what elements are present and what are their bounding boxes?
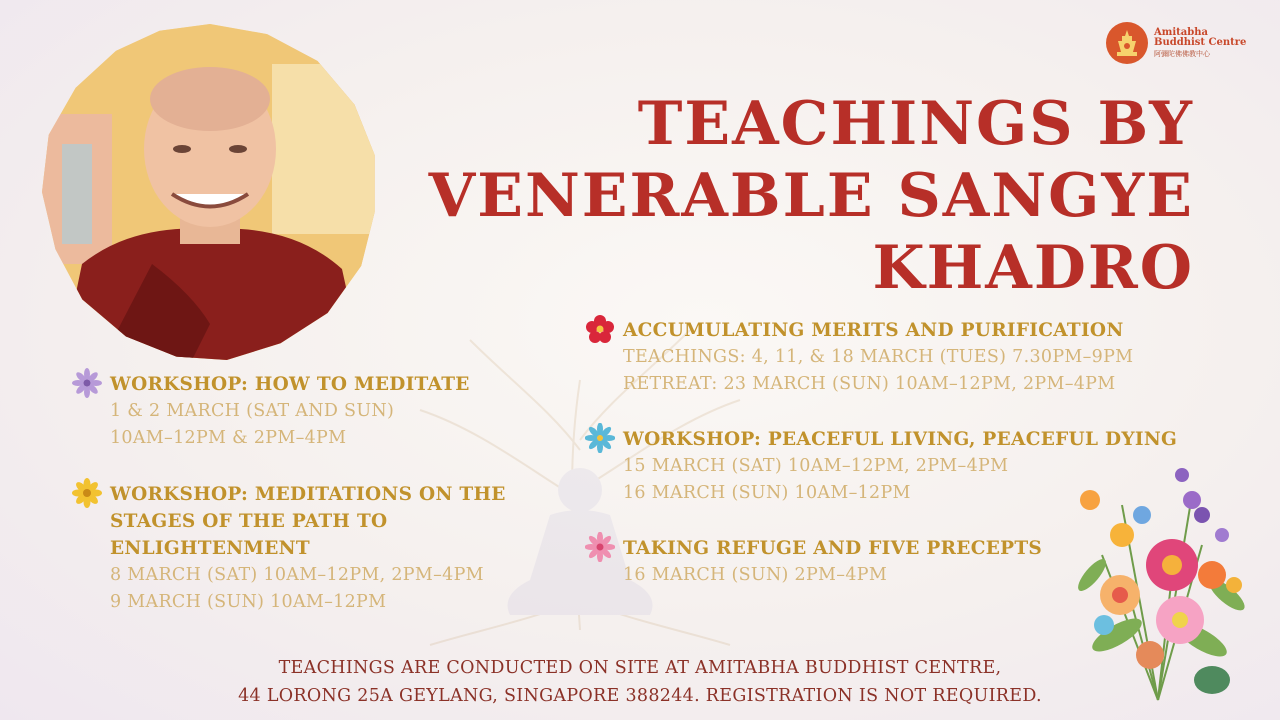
- title-line-3: KHADRO: [872, 233, 1194, 303]
- title-line-1: TEACHINGS BY: [637, 89, 1194, 159]
- session-time: 10AM–12PM & 2PM–4PM: [110, 428, 347, 448]
- session-schedule-2: 16 MARCH (SUN) 10AM–12PM: [623, 483, 911, 503]
- session-heading: TAKING REFUGE AND FIVE PRECEPTS: [623, 538, 1043, 559]
- purple-flower-icon: [72, 368, 102, 398]
- session-teachings: TEACHINGS: 4, 11, & 18 MARCH (TUES) 7.30PM–9PM: [623, 347, 1134, 367]
- session-schedule: 16 MARCH (SUN) 2PM–4PM: [623, 565, 888, 585]
- logo-name-line2: Buddhist Centre: [1154, 37, 1247, 49]
- session-schedule-1: 8 MARCH (SAT) 10AM–12PM, 2PM–4PM: [110, 565, 484, 585]
- logo-chinese-name: 阿彌陀佛佛教中心: [1154, 49, 1210, 58]
- session-merits-purification: [585, 317, 1133, 398]
- blue-flower-icon: [585, 423, 615, 453]
- yellow-flower-icon: [72, 478, 102, 508]
- session-schedule-2: 9 MARCH (SUN) 10AM–12PM: [110, 592, 387, 612]
- session-stages-of-path: [72, 481, 506, 616]
- session-heading-line-2: STAGES OF THE PATH TO: [110, 511, 388, 532]
- venue-note: [0, 654, 1280, 710]
- venue-line-2: 44 LORONG 25A GEYLANG, SINGAPORE 388244. REGISTRATION IS NOT REQUIRED.: [238, 686, 1042, 706]
- session-heading: WORKSHOP: HOW TO MEDITATE: [110, 374, 470, 395]
- teacher-portrait: [42, 24, 378, 360]
- logo-name-line1: Amitabha: [1154, 26, 1208, 38]
- session-heading: ACCUMULATING MERITS AND PURIFICATION: [623, 320, 1124, 341]
- page-title: [429, 88, 1194, 304]
- session-date: 1 & 2 MARCH (SAT AND SUN): [110, 401, 395, 421]
- session-schedule-1: 15 MARCH (SAT) 10AM–12PM, 2PM–4PM: [623, 456, 1009, 476]
- title-line-2: VENERABLE SANGYE: [428, 161, 1194, 231]
- session-heading-line-3: ENLIGHTENMENT: [110, 538, 310, 559]
- session-retreat: RETREAT: 23 MARCH (SUN) 10AM–12PM, 2PM–4PM: [623, 374, 1116, 394]
- amitabha-logo[interactable]: [1106, 22, 1246, 64]
- session-how-to-meditate: [72, 371, 470, 452]
- red-flower-icon: [585, 314, 615, 344]
- venue-line-1: TEACHINGS ARE CONDUCTED ON SITE AT AMITABHA BUDDHIST CENTRE,: [278, 658, 1002, 678]
- session-heading-line-1: WORKSHOP: MEDITATIONS ON THE: [110, 484, 506, 505]
- session-heading: WORKSHOP: PEACEFUL LIVING, PEACEFUL DYING: [623, 429, 1178, 450]
- pink-flower-icon: [585, 532, 615, 562]
- session-refuge-precepts: [585, 535, 1042, 589]
- stupa-logo-icon: [1106, 22, 1148, 64]
